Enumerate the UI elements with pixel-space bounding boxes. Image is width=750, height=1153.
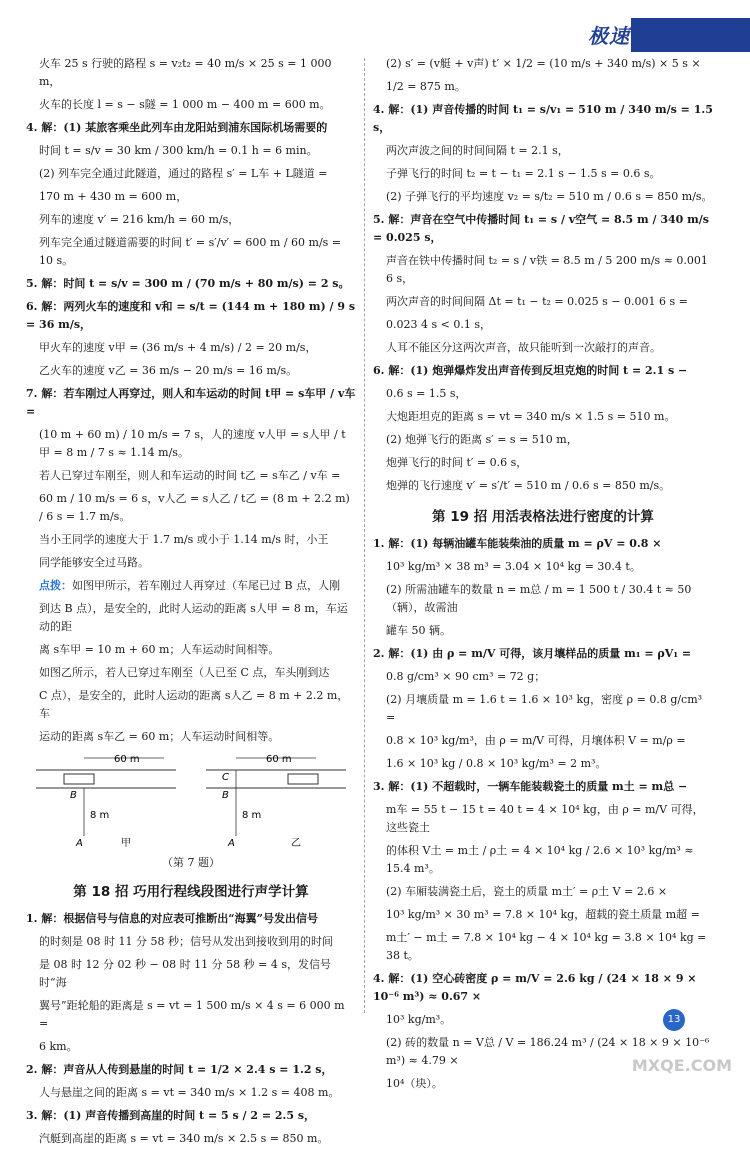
figure-q7 [26, 752, 356, 852]
text-line: 罐车 50 辆。 [386, 624, 451, 637]
text-line: 60 m / 10 m/s = 6 s，v人乙 = s人乙 / t乙 = (8 m + 2.2 m) / 6 s = 1.7 m/s。 [39, 492, 350, 523]
page-number-badge: 13 [663, 1009, 685, 1031]
text-line: 炮弹飞行的时间 t′ = 0.6 s， [386, 456, 528, 469]
question-line: 5. 解：声音在空气中传播时间 t₁ = s / v空气 = 8.5 m / 340 m/s = 0.025 s， [373, 213, 709, 244]
text-line: 列车的速度 v′ = 216 km/h = 60 m/s， [39, 213, 240, 226]
text-line: 火车的长度 l = s − s隧 = 1 000 m − 400 m = 600 m。 [39, 98, 331, 111]
left-column [26, 55, 356, 1153]
brand-title: 极速提分法 [588, 24, 693, 48]
text-line: 同学能够安全过马路。 [39, 556, 149, 569]
text-line: 10³ kg/m³ × 30 m³ = 7.8 × 10⁴ kg，超载的瓷土质量 m超 = [386, 908, 700, 921]
text-line: 时间 t = s/v = 30 km / 300 km/h = 0.1 h = 6 min。 [39, 144, 318, 157]
text-line: 大炮距坦克的距离 s = vt = 340 m/s × 1.5 s = 510 m。 [386, 410, 676, 423]
text-line: (2) 子弹飞行的平均速度 v₂ = s/t₂ = 510 m / 0.6 s = 850 m/s。 [386, 190, 713, 203]
text-line: (2) 月壤质量 m = 1.6 t = 1.6 × 10³ kg，密度 ρ = 0.8 g/cm³ = [386, 693, 703, 724]
text-line: 当小王同学的速度大于 1.7 m/s 或小于 1.14 m/s 时，小王 [39, 533, 329, 546]
text-line: 人耳不能区分这两次声音，故只能听到一次敲打的声音。 [386, 341, 661, 354]
question-line: 1. 解：(1) 每辆油罐车能装柴油的质量 m = ρV = 0.8 × [373, 537, 662, 550]
question-line: 4. 解：(1) 某旅客乘坐此列车由龙阳站到浦东国际机场需要的 [26, 121, 328, 134]
label-B: B [70, 790, 77, 801]
label-A: A [228, 838, 235, 849]
question-line: 2. 解：声音从人传到悬崖的时间 t = 1/2 × 2.4 s = 1.2 s， [26, 1063, 333, 1076]
text-line: 的时刻是 08 时 11 分 58 秒；信号从发出到接收到用的时间 [39, 935, 333, 948]
watermark: MXQE.COM [631, 1056, 732, 1075]
text-line: 0.6 s = 1.5 s， [386, 387, 467, 400]
text-line: (2) 列车完全通过此隧道，通过的路程 s′ = L车 + L隧道 = [39, 167, 328, 180]
section-title-19: 第 19 招 用活表格法进行密度的计算 [432, 509, 654, 525]
text-line: 10³ kg/m³。 [386, 1013, 452, 1026]
question-line: 3. 解：(1) 不超载时，一辆车能装载瓷土的质量 m土 = m总 − [373, 780, 688, 793]
text-line: 0.023 4 s < 0.1 s， [386, 318, 491, 331]
text-line: 0.8 × 10³ kg/m³，由 ρ = m/V 可得，月壤体积 V = m/ρ = [386, 734, 686, 747]
car-rect [64, 774, 94, 784]
road-crossing-diagram [26, 752, 356, 852]
question-line: 4. 解：(1) 声音传播的时间 t₁ = s/v₁ = 510 m / 340 m/s = 1.5 s， [373, 103, 713, 134]
text-line: 运动的距离 s车乙 = 60 m；人车运动时间相等。 [39, 730, 280, 743]
section-title-18: 第 18 招 巧用行程线段图进行声学计算 [73, 884, 309, 900]
hint-paragraph [26, 577, 356, 595]
text-line: 人与悬崖之间的距离 s = vt = 340 m/s × 1.2 s = 408 m。 [39, 1086, 340, 1099]
label-B: B [222, 790, 229, 801]
label-8m: 8 m [242, 810, 262, 821]
text-line: 列车完全通过隧道需要的时间 t′ = s′/v′ = 600 m / 60 m/s = 10 s。 [39, 236, 342, 267]
header-brand [580, 18, 750, 52]
question-line: 3. 解：(1) 声音传播到高崖的时间 t = 5 s / 2 = 2.5 s， [26, 1109, 316, 1122]
label-C: C [222, 772, 229, 783]
column-divider [364, 58, 365, 1013]
text-line: (2) 炮弹飞行的距离 s′ = s = 510 m， [386, 433, 578, 446]
label-yi: 乙 [291, 838, 301, 849]
label-8m: 8 m [90, 810, 110, 821]
question-line: 4. 解：(1) 空心砖密度 ρ = m/V = 2.6 kg / (24 × 18 × 9 × 10⁻⁶ m³) ≈ 0.67 × [373, 972, 697, 1003]
text-line: 火车 25 s 行驶的路程 s = v₂t₂ = 40 m/s × 25 s = 1 000 m， [39, 57, 332, 88]
text-line: 0.8 g/cm³ × 90 cm³ = 72 g； [386, 670, 546, 683]
text-line: 1/2 = 875 m。 [386, 80, 466, 93]
question-line: 6. 解：(1) 炮弹爆炸发出声音传到反坦克炮的时间 t = 2.1 s − [373, 364, 688, 377]
text-line: (2) 砖的数量 n = V总 / V = 186.24 m³ / (24 × 18 × 9 × 10⁻⁶ m³) ≈ 4.79 × [386, 1036, 710, 1067]
text-line: 10⁴（块）。 [386, 1077, 443, 1090]
question-line: 2. 解：(1) 由 ρ = m/V 可得，该月壤样品的质量 m₁ = ρV₁ = [373, 647, 692, 660]
text-line: 乙火车的速度 v乙 = 36 m/s − 20 m/s = 16 m/s。 [39, 364, 298, 377]
text-line: m土′ − m土 = 7.8 × 10⁴ kg − 4 × 10⁴ kg = 3.8 × 10⁴ kg = 38 t。 [386, 931, 707, 962]
text-line: (2) s′ = (v艇 + v声) t′ × 1/2 = (10 m/s + 340 m/s) × 5 s × [386, 57, 701, 70]
text-line: 10³ kg/m³ × 38 m³ = 3.04 × 10⁴ kg = 30.4 t。 [386, 560, 641, 573]
text-line: 是 08 时 12 分 02 秒 − 08 时 11 分 58 秒 = 4 s，发信号时“海 [39, 958, 332, 989]
label-60m: 60 m [114, 754, 140, 765]
text-line: (2) 所需油罐车的数量 n = m总 / m = 1 500 t / 30.4 t ≈ 50（辆），故需油 [386, 583, 692, 614]
hint-text: 如图甲所示，若车刚过人再穿过（车尾已过 B 点，人刚 [72, 579, 341, 592]
text-line: 若人已穿过车刚至，则人和车运动的时间 t乙 = s车乙 / v车 = [39, 469, 341, 482]
figure-yi [206, 754, 346, 849]
text-line: 170 m + 430 m = 600 m， [39, 190, 188, 203]
question-line: 1. 解：根据信号与信息的对应表可推断出“海翼”号发出信号 [26, 912, 318, 925]
text-line: C 点），是安全的，此时人运动的距离 s人乙 = 8 m + 2.2 m，车 [39, 689, 349, 720]
text-line: 的体积 V土 = m土 / ρ土 = 4 × 10⁴ kg / 2.6 × 10³ kg/m³ ≈ 15.4 m³。 [386, 844, 694, 875]
text-line: 两次声波之间的时间间隔 t = 2.1 s， [386, 144, 569, 157]
label-A: A [76, 838, 83, 849]
question-line: 7. 解：若车刚过人再穿过，则人和车运动的时间 t甲 = s车甲 / v车 = [26, 387, 356, 418]
figure-caption: （第 7 题） [162, 856, 220, 869]
text-line: 1.6 × 10³ kg / 0.8 × 10³ kg/m³ = 2 m³。 [386, 757, 607, 770]
text-line: 到达 B 点），是安全的，此时人运动的距离 s人甲 = 8 m，车运动的距 [39, 602, 348, 633]
text-line: 汽艇到高崖的距离 s = vt = 340 m/s × 2.5 s = 850 m。 [39, 1132, 329, 1145]
text-line: m车 = 55 t − 15 t = 40 t = 4 × 10⁴ kg，由 ρ = m/V 可得，这些瓷土 [386, 803, 704, 834]
text-line: (2) 车厢装满瓷土后，瓷土的质量 m土′ = ρ土 V = 2.6 × [386, 885, 668, 898]
text-line: 声音在铁中传播时间 t₂ = s / v铁 = 8.5 m / 5 200 m/s ≈ 0.001 6 s， [386, 254, 708, 285]
text-line: (10 m + 60 m) / 10 m/s = 7 s，人的速度 v人甲 = s人甲 / t甲 = 8 m / 7 s ≈ 1.14 m/s。 [39, 428, 346, 459]
label-60m: 60 m [266, 754, 292, 765]
hint-label: 点拨： [39, 579, 72, 592]
car-rect [288, 774, 318, 784]
text-line: 6 km。 [39, 1040, 78, 1053]
question-line: 5. 解：时间 t = s/v = 300 m / (70 m/s + 80 m/s) = 2 s。 [26, 277, 350, 290]
text-line: 离 s车甲 = 10 m + 60 m；人车运动时间相等。 [39, 643, 280, 656]
text-line: 如图乙所示，若人已穿过车刚至（人已至 C 点，车头刚到达 [39, 666, 330, 679]
question-line: 6. 解：两列火车的速度和 v和 = s/t = (144 m + 180 m) / 9 s = 36 m/s， [26, 300, 356, 331]
text-line: 炮弹的飞行速度 v′ = s′/t′ = 510 m / 0.6 s = 850 m/s。 [386, 479, 671, 492]
figure-jia [36, 754, 176, 849]
text-line: 翼号”距轮船的距离是 s = vt = 1 500 m/s × 4 s = 6 000 m = [39, 999, 345, 1030]
label-jia: 甲 [121, 838, 131, 849]
text-line: 子弹飞行的时间 t₂ = t − t₁ = 2.1 s − 1.5 s = 0.6 s。 [386, 167, 661, 180]
text-line: 甲火车的速度 v甲 = (36 m/s + 4 m/s) / 2 = 20 m/s， [39, 341, 317, 354]
right-column [373, 55, 713, 1098]
text-line: 两次声音的时间间隔 Δt = t₁ − t₂ = 0.025 s − 0.001 6 s = [386, 295, 688, 308]
